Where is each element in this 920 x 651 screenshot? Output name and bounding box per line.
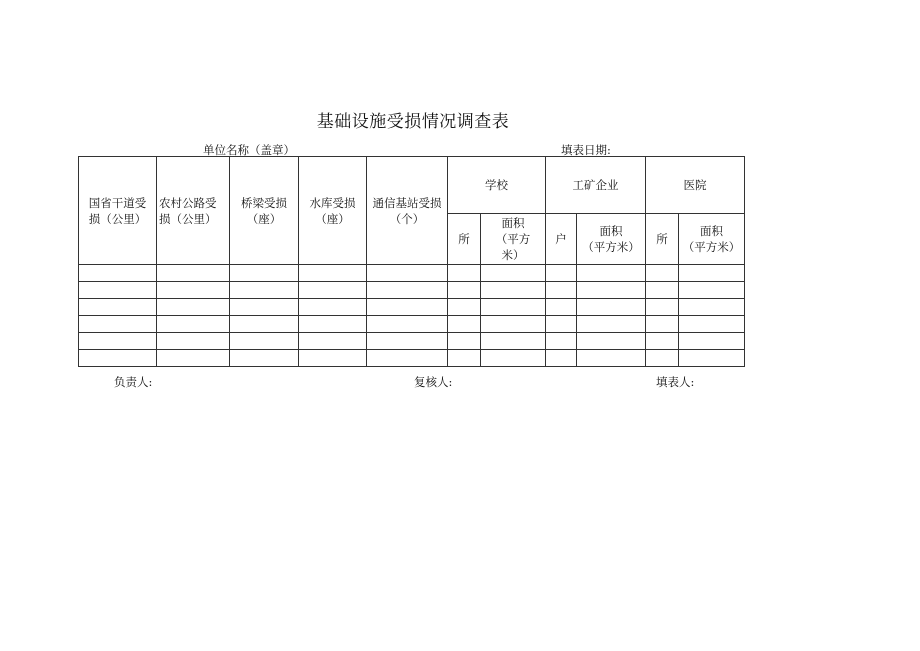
table-cell[interactable] xyxy=(679,333,745,350)
table-cell[interactable] xyxy=(79,299,157,316)
table-cell[interactable] xyxy=(230,282,299,299)
header-mining-count: 户 xyxy=(546,214,577,265)
table-cell[interactable] xyxy=(367,350,448,367)
table-cell[interactable] xyxy=(367,265,448,282)
table-cell[interactable] xyxy=(157,265,230,282)
table-row xyxy=(79,282,745,299)
table-cell[interactable] xyxy=(646,299,679,316)
header-mining: 工矿企业 xyxy=(546,157,646,214)
table-cell[interactable] xyxy=(546,350,577,367)
table-cell[interactable] xyxy=(448,265,481,282)
header-rural-road: 农村公路受 损（公里） xyxy=(157,157,230,265)
table-cell[interactable] xyxy=(679,265,745,282)
header-school-count: 所 xyxy=(448,214,481,265)
table-cell[interactable] xyxy=(577,265,646,282)
table-row xyxy=(79,299,745,316)
header-provincial-road: 国省干道受 损（公里） xyxy=(79,157,157,265)
table-cell[interactable] xyxy=(546,265,577,282)
table-cell[interactable] xyxy=(79,333,157,350)
table-cell[interactable] xyxy=(367,282,448,299)
table-cell[interactable] xyxy=(646,333,679,350)
table-cell[interactable] xyxy=(230,316,299,333)
table-cell[interactable] xyxy=(679,299,745,316)
table-cell[interactable] xyxy=(577,350,646,367)
table-cell[interactable] xyxy=(157,350,230,367)
table-cell[interactable] xyxy=(230,265,299,282)
header-row-1 xyxy=(79,157,745,214)
table-row xyxy=(79,333,745,350)
table-cell[interactable] xyxy=(299,299,367,316)
header-hospital-area: 面积 （平方米） xyxy=(679,214,745,265)
table-cell[interactable] xyxy=(79,265,157,282)
filler-label: 填表人: xyxy=(656,375,695,389)
header-base-station: 通信基站受损 （个） xyxy=(367,157,448,265)
table-cell[interactable] xyxy=(646,316,679,333)
table-cell[interactable] xyxy=(79,282,157,299)
responsible-person-label: 负责人: xyxy=(114,375,153,389)
table-cell[interactable] xyxy=(646,265,679,282)
table-cell[interactable] xyxy=(299,333,367,350)
table-row xyxy=(79,316,745,333)
table-cell[interactable] xyxy=(546,316,577,333)
table-cell[interactable] xyxy=(448,350,481,367)
header-school: 学校 xyxy=(448,157,546,214)
table-cell[interactable] xyxy=(299,282,367,299)
header-hospital-count: 所 xyxy=(646,214,679,265)
header-bridge: 桥梁受损 （座） xyxy=(230,157,299,265)
table-cell[interactable] xyxy=(481,265,546,282)
page-title: 基础设施受损情况调查表 xyxy=(316,112,510,132)
table-row xyxy=(79,350,745,367)
table-cell[interactable] xyxy=(546,299,577,316)
table-cell[interactable] xyxy=(230,333,299,350)
table-cell[interactable] xyxy=(577,333,646,350)
table-cell[interactable] xyxy=(481,299,546,316)
table-cell[interactable] xyxy=(646,282,679,299)
table-cell[interactable] xyxy=(79,350,157,367)
table-cell[interactable] xyxy=(299,350,367,367)
table-cell[interactable] xyxy=(679,282,745,299)
table-cell[interactable] xyxy=(577,316,646,333)
table-cell[interactable] xyxy=(299,316,367,333)
header-mining-area: 面积 （平方米） xyxy=(577,214,646,265)
header-hospital: 医院 xyxy=(646,157,745,214)
header-reservoir: 水库受损 （座） xyxy=(299,157,367,265)
table-cell[interactable] xyxy=(577,299,646,316)
table-cell[interactable] xyxy=(481,316,546,333)
table-cell[interactable] xyxy=(230,299,299,316)
table-cell[interactable] xyxy=(481,350,546,367)
reviewer-label: 复核人: xyxy=(414,375,453,389)
table-cell[interactable] xyxy=(157,282,230,299)
table-cell[interactable] xyxy=(448,333,481,350)
table-cell[interactable] xyxy=(367,316,448,333)
table-cell[interactable] xyxy=(448,282,481,299)
header-school-area: 面积 （平方 米） xyxy=(481,214,546,265)
table-cell[interactable] xyxy=(481,333,546,350)
table-cell[interactable] xyxy=(157,316,230,333)
table-cell[interactable] xyxy=(157,333,230,350)
table-row xyxy=(79,265,745,282)
table-cell[interactable] xyxy=(546,282,577,299)
table-cell[interactable] xyxy=(448,299,481,316)
fill-date-label: 填表日期: xyxy=(561,143,611,157)
table-cell[interactable] xyxy=(230,350,299,367)
table-cell[interactable] xyxy=(79,316,157,333)
table-cell[interactable] xyxy=(157,299,230,316)
table-cell[interactable] xyxy=(646,350,679,367)
table-cell[interactable] xyxy=(679,350,745,367)
damage-survey-table xyxy=(78,156,745,367)
table-cell[interactable] xyxy=(448,316,481,333)
table-cell[interactable] xyxy=(546,333,577,350)
table-cell[interactable] xyxy=(577,282,646,299)
table-cell[interactable] xyxy=(367,333,448,350)
table-cell[interactable] xyxy=(679,316,745,333)
table-cell[interactable] xyxy=(481,282,546,299)
table-cell[interactable] xyxy=(367,299,448,316)
unit-name-label: 单位名称（盖章） xyxy=(203,143,295,157)
table-cell[interactable] xyxy=(299,265,367,282)
